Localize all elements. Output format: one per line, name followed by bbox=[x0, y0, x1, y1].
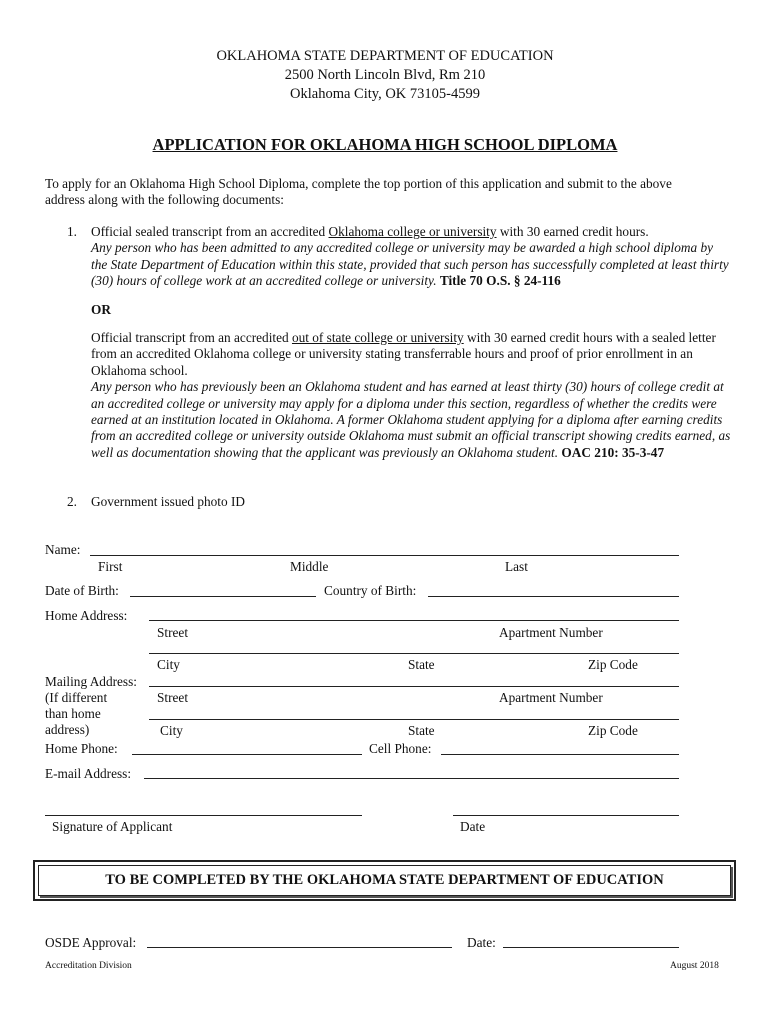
home-city-field[interactable] bbox=[149, 653, 679, 654]
home-city-caption: City bbox=[157, 657, 180, 672]
mailing-street-caption: Street bbox=[157, 690, 189, 705]
item-1-lead-end: with 30 earned credit hours. bbox=[496, 224, 649, 239]
alt-lead-emphasis: out of state college or university bbox=[291, 330, 464, 345]
footer-date: August 2018 bbox=[670, 961, 719, 971]
mailing-street-field[interactable] bbox=[149, 686, 679, 687]
cell-phone-label: Cell Phone: bbox=[369, 741, 432, 756]
alt-lead-end: with 30 earned credit hours with a sealed letter from an accredited Oklahoma college or university stating transferrable hours and proof of prior enrollment in an Oklahoma school. bbox=[91, 330, 716, 378]
page-title: APPLICATION FOR OKLAHOMA HIGH SCHOOL DIPLOMA bbox=[152, 135, 618, 154]
intro-line-2: address along with the following documents: bbox=[45, 192, 284, 207]
item-1-statute-citation: Title 70 O.S. § 24-116 bbox=[439, 273, 561, 289]
osde-approval-field[interactable] bbox=[147, 947, 452, 948]
footer-division: Accreditation Division bbox=[45, 961, 132, 971]
item-1-statute-text: Any person who has been admitted to any accredited college or university may be awarded a high school diploma by the State Department of Education within this state, provided that such person has successfully completed at least thirty (30) hours of college work at an accredited college or university. bbox=[91, 240, 729, 289]
name-field[interactable] bbox=[90, 555, 679, 556]
dob-label: Date of Birth: bbox=[45, 583, 119, 598]
alt-rule-text: Any person who has previously been an Oklahoma student and has earned at least thirty (30) hours of college credit at an accredited college or university may apply for a diploma under this section, regardless of whether the credits were earned at an institution located in Oklahoma. A former Oklahoma student applying for a diploma after earning credits from an accredited college or university outside Oklahoma must submit an official transcript showing credits earned, as well as documentation showing that the applicant was previously an Oklahoma student. bbox=[91, 379, 731, 460]
signature-caption: Signature of Applicant bbox=[52, 819, 173, 834]
office-use-banner-text: TO BE COMPLETED BY THE OKLAHOMA STATE DEPARTMENT OF EDUCATION bbox=[105, 872, 664, 888]
item-1-lead: Official sealed transcript from an accredited bbox=[91, 224, 329, 239]
mailing-zip-caption: Zip Code bbox=[588, 723, 638, 738]
item-1-lead-emphasis: Oklahoma college or university bbox=[328, 224, 497, 239]
intro-line-1: To apply for an Oklahoma High School Diploma, complete the top portion of this application and submit to the above bbox=[45, 176, 672, 191]
mailing-address-note-2: than home bbox=[45, 706, 101, 721]
email-label: E-mail Address: bbox=[45, 766, 132, 781]
country-of-birth-label: Country of Birth: bbox=[324, 583, 417, 598]
agency-address-street: 2500 North Lincoln Blvd, Rm 210 bbox=[284, 67, 486, 83]
item-2-number: 2. bbox=[67, 494, 77, 509]
signature-date-field[interactable] bbox=[453, 815, 679, 816]
email-field[interactable] bbox=[144, 778, 679, 779]
home-state-caption: State bbox=[408, 657, 435, 672]
mailing-apartment-caption: Apartment Number bbox=[499, 690, 603, 705]
home-zip-caption: Zip Code bbox=[588, 657, 638, 672]
home-address-label: Home Address: bbox=[45, 608, 128, 623]
home-phone-label: Home Phone: bbox=[45, 741, 118, 756]
cell-phone-field[interactable] bbox=[441, 754, 679, 755]
middle-name-caption: Middle bbox=[290, 559, 329, 574]
signature-date-caption: Date bbox=[460, 819, 486, 834]
home-street-caption: Street bbox=[157, 625, 189, 640]
approval-date-field[interactable] bbox=[503, 947, 679, 948]
country-of-birth-field[interactable] bbox=[428, 596, 679, 597]
approval-date-label: Date: bbox=[467, 935, 496, 950]
agency-name: OKLAHOMA STATE DEPARTMENT OF EDUCATION bbox=[216, 48, 554, 64]
item-1-number: 1. bbox=[67, 224, 77, 239]
mailing-city-caption: City bbox=[160, 723, 183, 738]
signature-field[interactable] bbox=[45, 815, 362, 816]
home-street-field[interactable] bbox=[149, 620, 679, 621]
mailing-city-field[interactable] bbox=[149, 719, 679, 720]
item-1-alternative bbox=[91, 330, 731, 461]
mailing-address-label: Mailing Address: bbox=[45, 674, 137, 689]
mailing-address-note-1: (If different bbox=[45, 690, 108, 705]
office-use-banner bbox=[33, 860, 736, 901]
last-name-caption: Last bbox=[505, 559, 528, 574]
office-use-banner-inner bbox=[38, 865, 731, 896]
item-2-text: Government issued photo ID bbox=[91, 494, 245, 509]
home-phone-field[interactable] bbox=[132, 754, 362, 755]
dob-field[interactable] bbox=[130, 596, 316, 597]
item-1-text bbox=[91, 224, 731, 290]
osde-approval-label: OSDE Approval: bbox=[45, 935, 137, 950]
agency-address-city: Oklahoma City, OK 73105-4599 bbox=[290, 86, 480, 102]
home-apartment-caption: Apartment Number bbox=[499, 625, 603, 640]
mailing-address-note-3: address) bbox=[45, 722, 90, 737]
name-label: Name: bbox=[45, 542, 81, 557]
or-separator: OR bbox=[91, 302, 111, 317]
mailing-state-caption: State bbox=[408, 723, 435, 738]
first-name-caption: First bbox=[98, 559, 123, 574]
alt-lead: Official transcript from an accredited bbox=[91, 330, 292, 345]
alt-rule-citation: OAC 210: 35-3-47 bbox=[561, 444, 665, 460]
